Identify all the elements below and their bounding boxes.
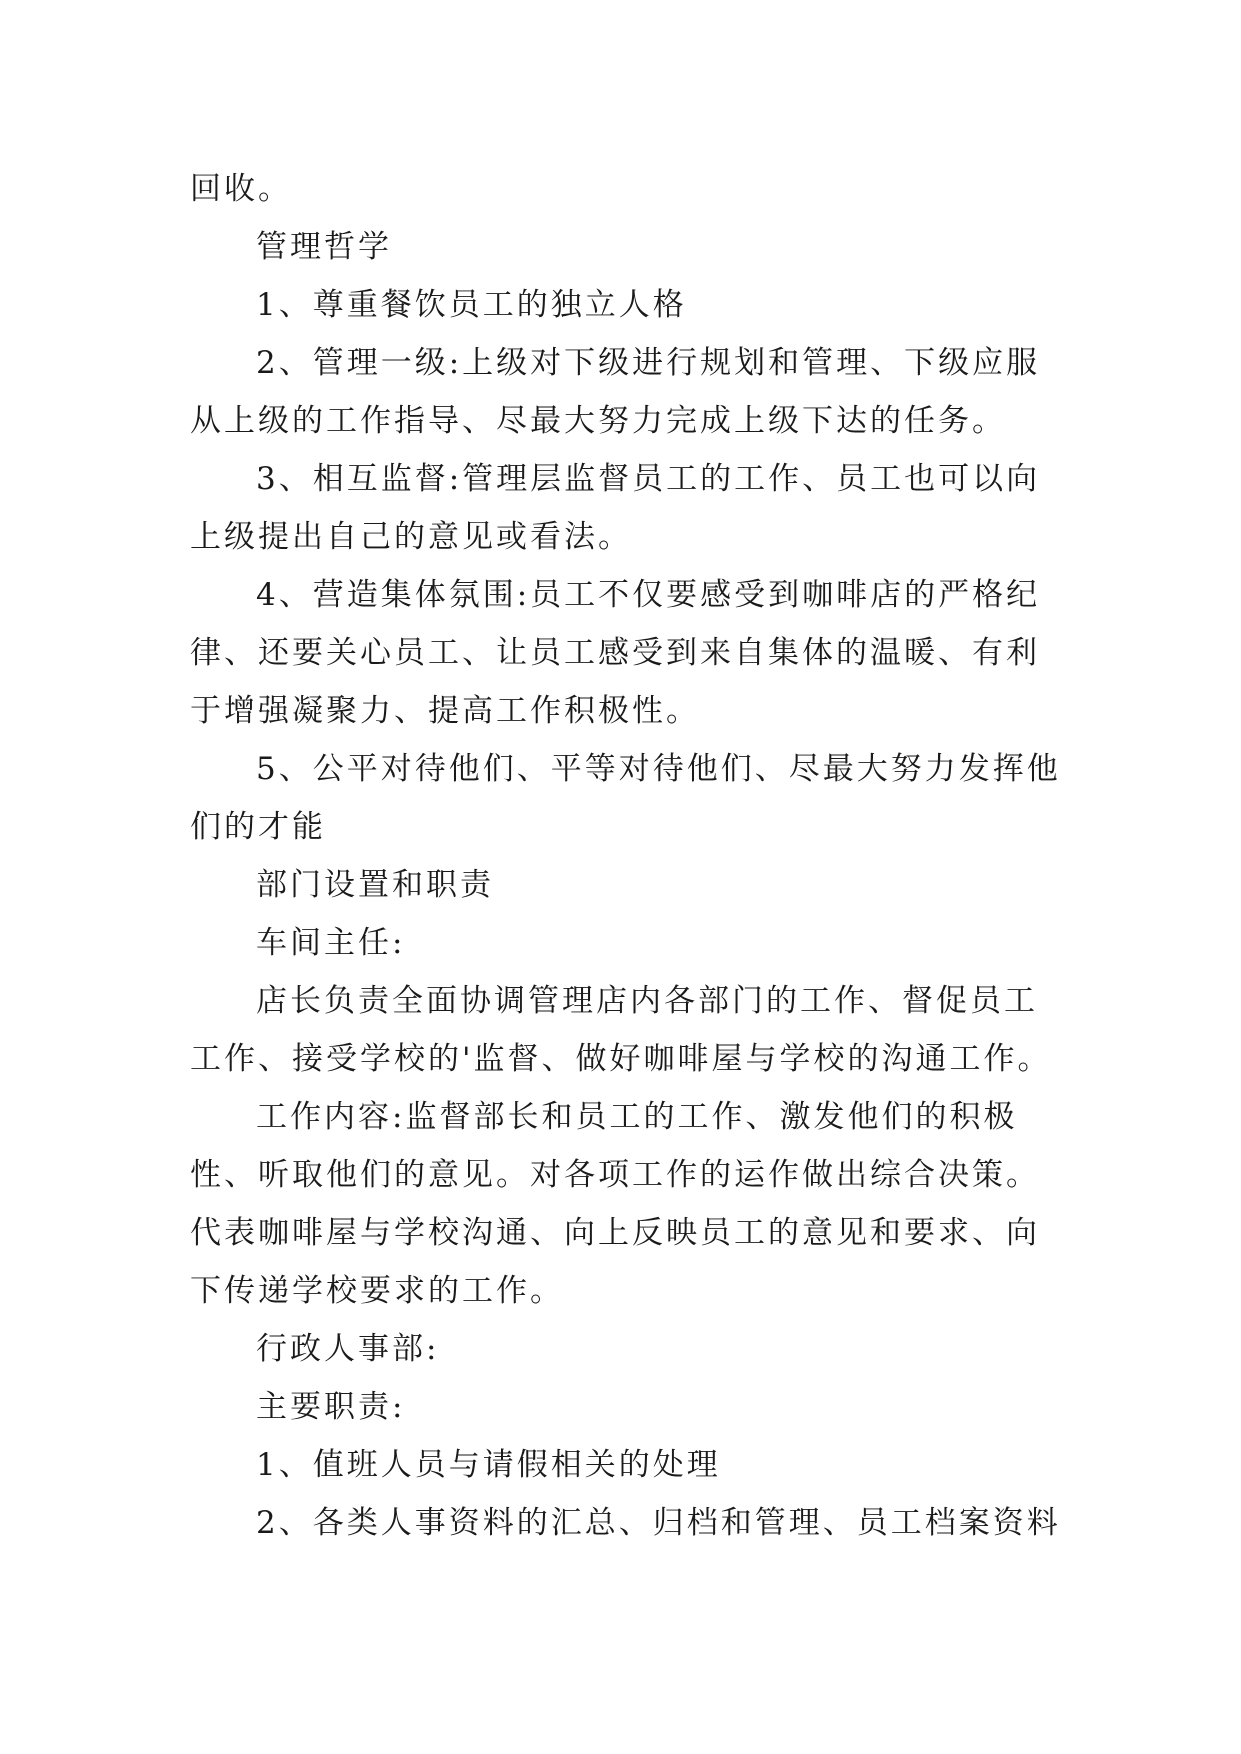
subheading-main-duties: 主要职责: [256,1389,406,1425]
list-item: 5、公平对待他们、平等对待他们、尽最大努力发挥他们的才能 [190,751,1061,845]
list-item: 3、相互监督:管理层监督员工的工作、员工也可以向上级提出自己的意见或看法。 [190,461,1041,555]
list-item: 4、营造集体氛围:员工不仅要感受到咖啡店的严格纪律、还要关心员工、让员工感受到来自集体的温暖、有利于增强凝聚力、提高工作积极性。 [190,577,1041,729]
section-heading-management-philosophy: 管理哲学 [256,229,392,265]
list-item: 1、值班人员与请假相关的处理 [256,1447,721,1483]
paragraph: 回收。 [190,171,292,207]
paragraph: 工作内容:监督部长和员工的工作、激发他们的积极性、听取他们的意见。对各项工作的运作做出综合决策。代表咖啡屋与学校沟通、向上反映员工的意见和要求、向下传递学校要求的工作。 [190,1099,1040,1309]
list-item: 1、尊重餐饮员工的独立人格 [256,287,687,323]
paragraph: 店长负责全面协调管理店内各部门的工作、督促员工工作、接受学校的'监督、做好咖啡屋与学校的沟通工作。 [190,983,1052,1077]
document-body [190,160,1070,1552]
section-heading-departments: 部门设置和职责 [256,867,494,903]
subheading-workshop-director: 车间主任: [256,925,406,961]
subheading-admin-hr: 行政人事部: [256,1331,440,1367]
list-item: 2、各类人事资料的汇总、归档和管理、员工档案资料 [256,1505,1061,1541]
list-item: 2、管理一级:上级对下级进行规划和管理、下级应服从上级的工作指导、尽最大努力完成上级下达的任务。 [190,345,1041,439]
